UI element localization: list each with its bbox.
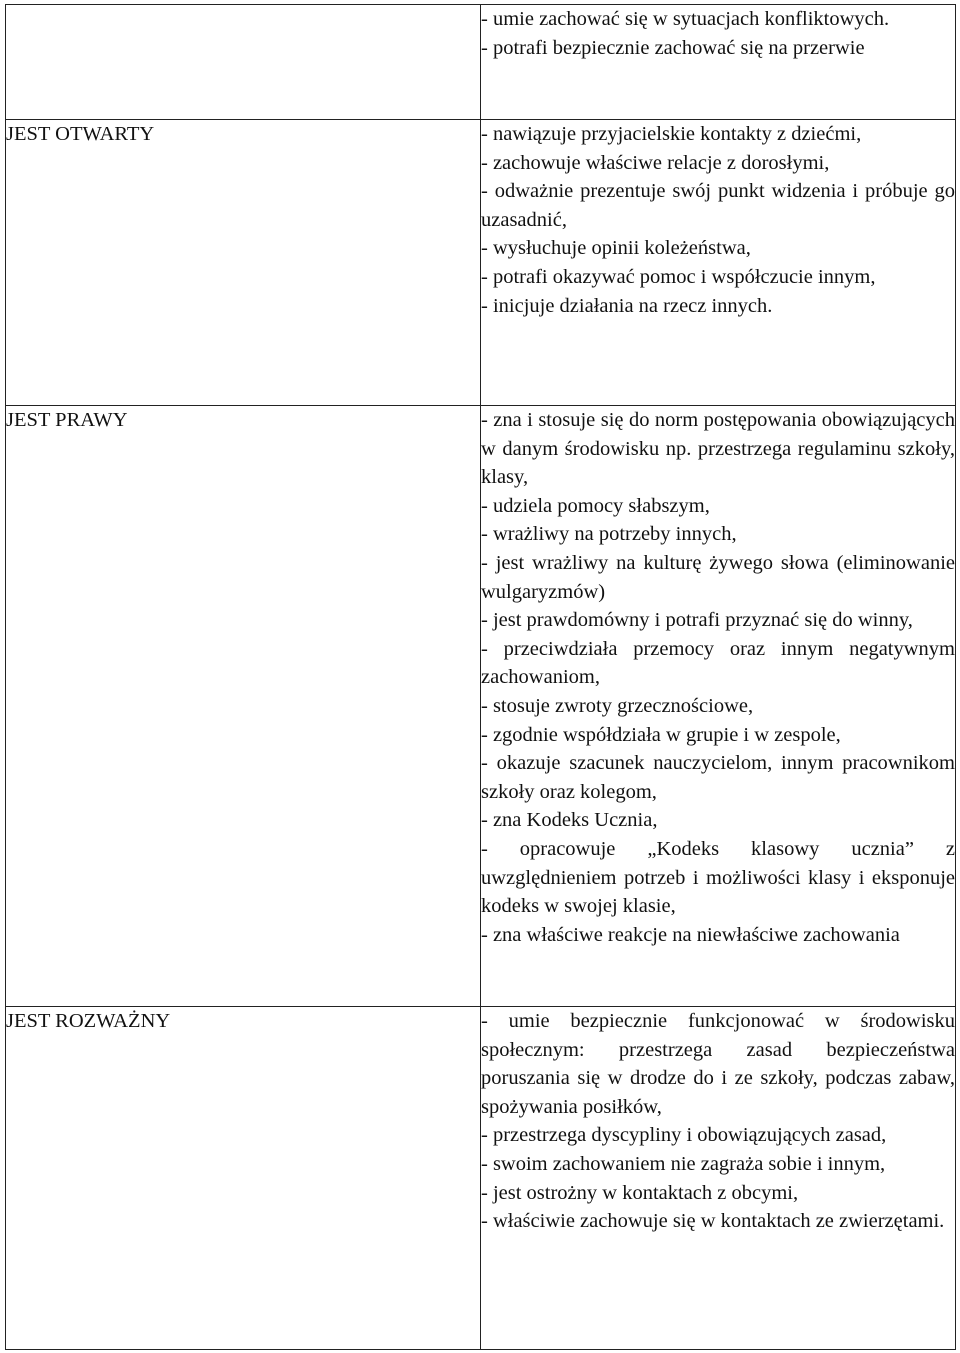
list-item: - potrafi okazywać pomoc i współczucie innym, bbox=[481, 265, 876, 288]
list-item: - jest prawdomówny i potrafi przyznać się do winny, bbox=[481, 609, 913, 632]
row-items bbox=[481, 5, 956, 120]
list-item: - okazuje szacunek nauczycielom, innym pracownikom szkoły oraz kolegom, bbox=[481, 752, 955, 803]
list-item: - zgodnie współdziała w grupie i w zespole, bbox=[481, 723, 841, 746]
row-label: JEST PRAWY bbox=[6, 406, 481, 1007]
list-item: - odważnie prezentuje swój punkt widzenia i próbuje go uzasadnić, bbox=[481, 180, 955, 231]
list-item: - udziela pomocy słabszym, bbox=[481, 494, 710, 517]
list-item: - zachowuje właściwe relacje z dorosłymi, bbox=[481, 151, 830, 174]
list-item: - przestrzega dyscypliny i obowiązujących zasad, bbox=[481, 1124, 887, 1147]
list-item: - zna i stosuje się do norm postępowania obowiązujących w danym środowisku np. przestrzega regulaminu szkoły, klasy, bbox=[481, 409, 955, 489]
row-items bbox=[481, 120, 956, 406]
list-item: - umie bezpiecznie funkcjonować w środowisku społecznym: przestrzega zasad bezpieczeństwa poruszania się w drodze do i ze szkoły, podczas zabaw, spożywania posiłków, bbox=[481, 1010, 955, 1118]
table-row bbox=[6, 5, 956, 120]
table-row bbox=[6, 1007, 956, 1350]
table-row bbox=[6, 406, 956, 1007]
row-label: JEST OTWARTY bbox=[6, 120, 481, 406]
list-item: - nawiązuje przyjacielskie kontakty z dziećmi, bbox=[481, 123, 862, 145]
list-item: - przeciwdziała przemocy oraz innym negatywnym zachowaniom, bbox=[481, 637, 955, 689]
table-row bbox=[6, 120, 956, 406]
list-item: - jest wrażliwy na kulturę żywego słowa (eliminowanie wulgaryzmów) bbox=[481, 551, 955, 603]
list-item: - stosuje zwroty grzecznościowe, bbox=[481, 694, 754, 717]
list-item: - umie zachować się w sytuacjach konfliktowych. bbox=[481, 8, 890, 30]
list-item: - inicjuje działania na rzecz innych. bbox=[481, 294, 773, 317]
list-item: - właściwie zachowuje się w kontaktach ze zwierzętami. bbox=[481, 1210, 945, 1233]
list-item: - jest ostrożny w kontaktach z obcymi, bbox=[481, 1181, 799, 1204]
list-item: - wrażliwy na potrzeby innych, bbox=[481, 523, 737, 546]
list-item: - swoim zachowaniem nie zagraża sobie i innym, bbox=[481, 1152, 886, 1175]
row-items bbox=[481, 1007, 956, 1350]
row-items bbox=[481, 406, 956, 1007]
list-item: - potrafi bezpiecznie zachować się na przerwie bbox=[481, 36, 865, 59]
row-label bbox=[6, 5, 481, 120]
list-item: - zna Kodeks Ucznia, bbox=[481, 809, 658, 832]
row-label: JEST ROZWAŻNY bbox=[6, 1007, 481, 1350]
criteria-table bbox=[5, 4, 956, 1350]
list-item: - zna właściwe reakcje na niewłaściwe zachowania bbox=[481, 923, 900, 946]
list-item: - wysłuchuje opinii koleżeństwa, bbox=[481, 237, 751, 260]
list-item: - opracowuje „Kodeks klasowy ucznia” z uwzględnieniem potrzeb i możliwości klasy i eksponuje kodeks w swojej klasie, bbox=[481, 837, 955, 918]
